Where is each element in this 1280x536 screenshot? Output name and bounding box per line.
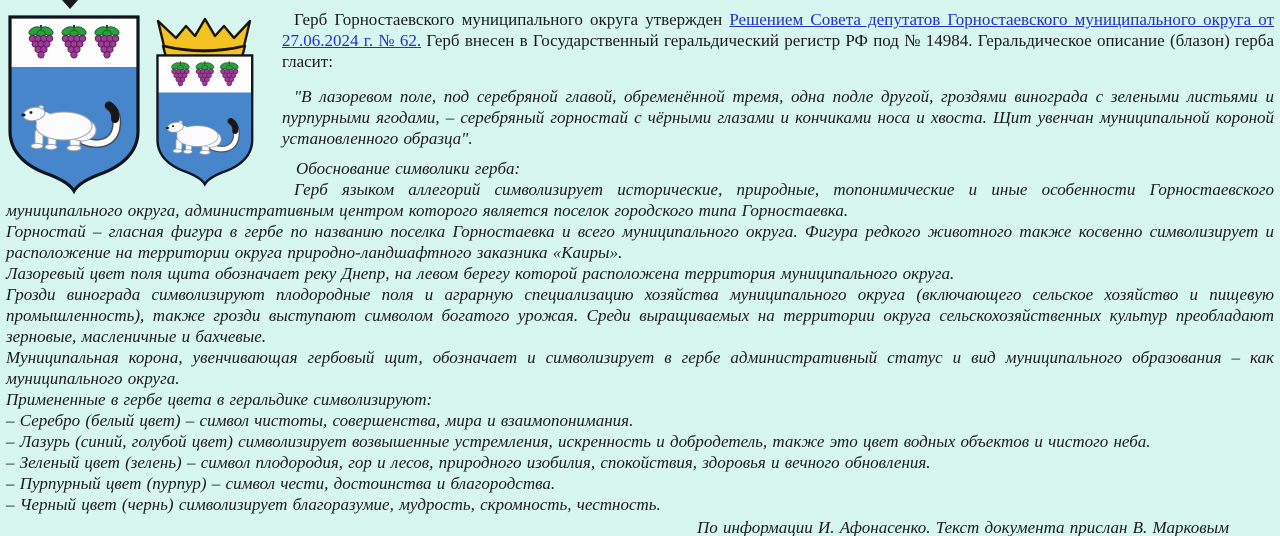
blazon-paragraph: "В лазоревом поле, под серебряной главой, обременённой тремя, одна подле другой, гроздями винограда с зелеными листьями и пурпурными ягодами, – серебряный горностай с чёрными глазами и кончиками носа и хвоста. Щит увенчан муниципальной короной установленного образца".: [282, 87, 1274, 148]
colors-intro-line: Примененные в гербе цвета в геральдике символизируют:: [6, 390, 433, 409]
symbolism-heading: Обоснование символики герба:: [296, 159, 521, 178]
intro-text-before-link: Герб Горностаевского муниципального округа утвержден: [294, 10, 730, 29]
intro-text-after-link: Герб внесен в Государственный геральдический регистр РФ под № 14984. Геральдическое описание (блазон) герба гласит:: [282, 31, 1275, 71]
color-meaning-item-black: – Черный цвет (чернь) символизирует благоразумие, мудрость, скромность, честность.: [6, 495, 661, 514]
coat-of-arms-large: [8, 15, 140, 195]
symbolism-paragraph-allegory: Герб языком аллегорий символизирует исторические, природные, топонимические и иные особенности Горностаевского муниципального округа, административным центром которого является поселок городского типа Горностаевка.: [6, 180, 1274, 220]
symbolism-paragraph-azure: Лазоревый цвет поля щита обозначает реку Днепр, на левом берегу которой расположена территория муниципального округа.: [6, 264, 955, 283]
decision-link[interactable]: Решением Совета депутатов Горностаевского муниципального округа от 27.06.2024 г. № 62.: [282, 10, 1274, 50]
emblem-images: [6, 9, 270, 199]
symbolism-paragraph-grapes: Грозди винограда символизируют плодородные поля и аграрную специализацию хозяйства муниципального округа (включающего сельское хозяйство и пищевую промышленность), также грозди выступают символом богатого урожая. Среди выращиваемых на территории округа сельскохозяйственных культур преобладают зерновые, масленичные и бахчевые.: [6, 285, 1274, 346]
color-meaning-item-purple: – Пурпурный цвет (пурпур) – символ чести, достоинства и благородства.: [6, 474, 556, 493]
coat-of-arms-small: [156, 19, 254, 187]
offscreen-shield-tip: [62, 0, 78, 9]
color-meaning-item-silver: – Серебро (белый цвет) – символ чистоты, совершенства, мира и взаимопонимания.: [6, 411, 634, 430]
emblems-graphic: [6, 0, 268, 196]
credits-line: По информации И. Афонасенко. Текст документа прислан В. Марковым: [696, 518, 1229, 536]
symbolism-paragraph-crown: Муниципальная корона, увенчивающая гербовый щит, обозначает и символизирует в гербе административный статус и вид муниципального образования – как муниципального округа.: [6, 348, 1274, 388]
color-meaning-item-azure: – Лазурь (синий, голубой цвет) символизирует возвышенные устремления, искренность и добродетель, также это цвет водных объектов и чистого неба.: [6, 432, 1151, 451]
symbolism-paragraph-ermine: Горностай – гласная фигура в гербе по названию поселка Горностаевка и всего муниципального округа. Фигура редкого животного также косвенно символизирует и расположение на территории округа природно-ландшафтного заказника «Каиры».: [6, 222, 1274, 262]
color-meaning-item-green: – Зеленый цвет (зелень) – символ плодородия, гор и лесов, природного изобилия, спокойствия, здоровья и вечного обновления.: [6, 453, 931, 472]
